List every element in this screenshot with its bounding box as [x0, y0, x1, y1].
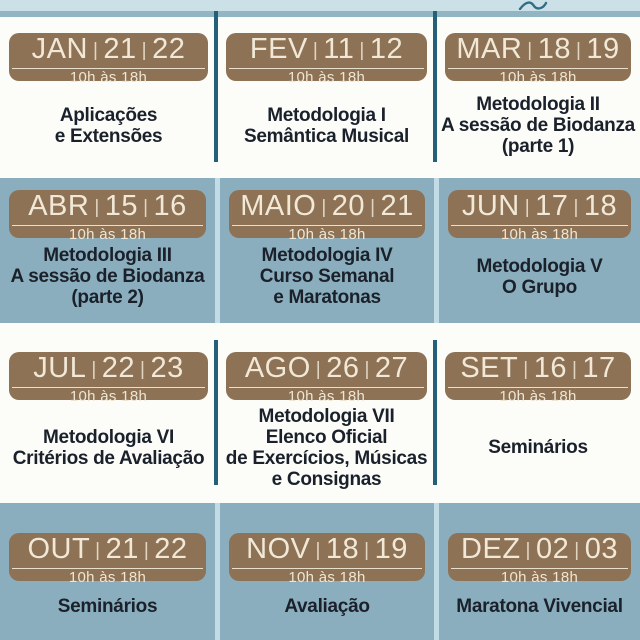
event-card: [436, 352, 640, 503]
day-1: 02: [535, 533, 570, 565]
time-label: 10h às 18h: [69, 388, 148, 405]
date-separator: |: [143, 540, 150, 561]
day-2: 12: [369, 33, 404, 65]
event-card: [0, 533, 215, 640]
date-header: [448, 533, 631, 586]
time-label: 10h às 18h: [499, 388, 577, 405]
title-area: [220, 581, 434, 640]
month-label: JAN: [31, 33, 88, 65]
date-header: [226, 33, 427, 86]
date-separator: |: [140, 359, 146, 380]
date-header: [9, 533, 206, 586]
time-label: 10h às 18h: [287, 69, 366, 86]
time-label: 10h às 18h: [288, 226, 366, 243]
day-2: 19: [586, 33, 620, 65]
date-line: [226, 35, 427, 67]
date-line: [229, 535, 425, 567]
date-header: [9, 352, 208, 405]
month-cell-fev: [217, 17, 436, 178]
date-line: [229, 192, 425, 224]
schedule-row-1: [0, 17, 640, 178]
time-label: 10h às 18h: [68, 226, 147, 243]
time-label: 10h às 18h: [499, 69, 577, 86]
date-separator: |: [359, 40, 365, 61]
time-label: 10h às 18h: [68, 569, 147, 586]
event-title: Metodologia II A sessão de Biodanza (parte 1): [441, 94, 635, 157]
date-separator: |: [91, 359, 97, 380]
date-header: [229, 190, 425, 243]
month-cell-nov: [220, 503, 434, 640]
event-title: Metodologia IV Curso Semanal e Maratonas: [259, 245, 395, 308]
date-separator: |: [143, 197, 149, 218]
column-divider: [433, 11, 437, 162]
day-2: 21: [380, 190, 414, 222]
date-separator: |: [95, 540, 101, 561]
time-label: 10h às 18h: [500, 569, 579, 586]
title-area: [0, 81, 217, 178]
date-separator: |: [575, 40, 582, 61]
day-1: 18: [325, 533, 360, 565]
time-label: 10h às 18h: [69, 69, 148, 86]
day-1: 21: [105, 533, 139, 565]
month-cell-out: [0, 503, 215, 640]
date-separator: |: [312, 40, 319, 61]
date-line: [445, 35, 631, 67]
month-label: JUL: [33, 352, 87, 384]
date-line: [9, 35, 208, 67]
event-card: [220, 533, 434, 640]
date-separator: |: [94, 197, 100, 218]
month-cell-ago: [217, 323, 436, 503]
title-area: [220, 238, 434, 323]
date-separator: |: [571, 359, 578, 380]
date-header: [9, 190, 206, 243]
title-area: [217, 400, 436, 503]
event-title: Seminários: [57, 596, 158, 617]
date-header: [226, 352, 427, 405]
date-header: [445, 352, 631, 405]
time-label: 10h às 18h: [288, 569, 366, 586]
event-title: Seminários: [488, 437, 588, 458]
column-divider: [214, 340, 218, 485]
date-separator: |: [525, 540, 531, 561]
date-header: [445, 33, 631, 86]
month-label: MAIO: [240, 190, 317, 222]
month-cell-dez: [439, 503, 640, 640]
day-2: 22: [154, 533, 188, 565]
title-area: [0, 581, 215, 640]
cropped-logo-glyph-icon: [518, 0, 548, 10]
event-card: [0, 190, 215, 323]
event-title: Metodologia III A sessão de Biodanza (parte 2): [10, 245, 205, 308]
month-label: FEV: [249, 33, 308, 65]
month-cell-abr: [0, 178, 215, 323]
date-line: [9, 535, 206, 567]
event-title: Aplicações e Extensões: [54, 104, 163, 147]
day-2: 22: [152, 33, 186, 65]
day-2: 16: [153, 190, 187, 222]
date-separator: |: [92, 40, 99, 61]
date-separator: |: [573, 197, 579, 218]
date-line: [445, 354, 631, 386]
date-header: [229, 533, 425, 586]
month-label: DEZ: [461, 533, 521, 565]
date-line: [226, 354, 427, 386]
month-cell-jan: [0, 17, 217, 178]
date-line: [448, 535, 631, 567]
month-cell-jul: [0, 323, 217, 503]
month-label: ABR: [28, 190, 90, 222]
schedule-row-3: [0, 323, 640, 503]
date-separator: |: [527, 40, 533, 61]
date-header: [448, 190, 631, 243]
event-title: Maratona Vivencial: [456, 596, 623, 617]
time-label: 10h às 18h: [287, 388, 366, 405]
date-line: [448, 192, 631, 224]
date-separator: |: [574, 540, 580, 561]
day-1: 17: [535, 190, 569, 222]
month-cell-jun: [439, 178, 640, 323]
event-title: Metodologia VI Critérios de Avaliação: [12, 426, 205, 469]
day-1: 11: [323, 33, 355, 65]
title-area: [0, 400, 217, 503]
day-2: 23: [150, 352, 184, 384]
month-cell-set: [436, 323, 640, 503]
title-area: [436, 81, 640, 178]
day-2: 17: [582, 352, 616, 384]
event-title: Metodologia VII Elenco Oficial de Exercícios, Músicas e Consignas: [225, 405, 428, 490]
month-label: MAR: [456, 33, 523, 65]
date-separator: |: [364, 540, 370, 561]
event-card: [439, 533, 640, 640]
day-1: 18: [537, 33, 571, 65]
event-title: Avaliação: [284, 596, 370, 617]
month-label: AGO: [244, 352, 311, 384]
column-divider: [433, 340, 437, 485]
date-separator: |: [523, 359, 529, 380]
date-line: [9, 192, 206, 224]
schedule-row-2: [0, 178, 640, 323]
title-area: [439, 238, 640, 323]
time-label: 10h às 18h: [500, 226, 579, 243]
month-label: OUT: [27, 533, 91, 565]
date-separator: |: [315, 540, 321, 561]
day-1: 26: [326, 352, 360, 384]
day-1: 16: [533, 352, 567, 384]
date-separator: |: [141, 40, 148, 61]
date-separator: |: [315, 359, 322, 380]
month-label: NOV: [246, 533, 311, 565]
title-area: [436, 400, 640, 503]
schedule-row-4: [0, 503, 640, 640]
date-separator: |: [524, 197, 531, 218]
event-card: [439, 190, 640, 323]
day-1: 22: [101, 352, 136, 384]
title-area: [0, 238, 215, 323]
day-2: 19: [374, 533, 408, 565]
date-line: [9, 354, 208, 386]
date-separator: |: [321, 197, 327, 218]
day-2: 03: [584, 533, 618, 565]
day-1: 20: [331, 190, 366, 222]
column-divider: [214, 11, 218, 162]
month-cell-mar: [436, 17, 640, 178]
event-title: Metodologia I Semântica Musical: [244, 104, 409, 147]
date-separator: |: [364, 359, 370, 380]
title-area: [217, 81, 436, 178]
day-1: 15: [104, 190, 139, 222]
event-card: [0, 33, 217, 178]
event-card: [436, 33, 640, 178]
event-card: [220, 190, 434, 323]
date-header: [9, 33, 208, 86]
title-area: [439, 581, 640, 640]
month-cell-maio: [220, 178, 434, 323]
event-title: Metodologia V O Grupo: [476, 255, 603, 298]
day-1: 21: [103, 33, 137, 65]
day-2: 18: [583, 190, 618, 222]
month-label: SET: [460, 352, 519, 384]
day-2: 27: [374, 352, 409, 384]
event-card: [217, 33, 436, 178]
event-card: [217, 352, 436, 503]
event-card: [0, 352, 217, 503]
month-label: JUN: [461, 190, 520, 222]
date-separator: |: [370, 197, 376, 218]
